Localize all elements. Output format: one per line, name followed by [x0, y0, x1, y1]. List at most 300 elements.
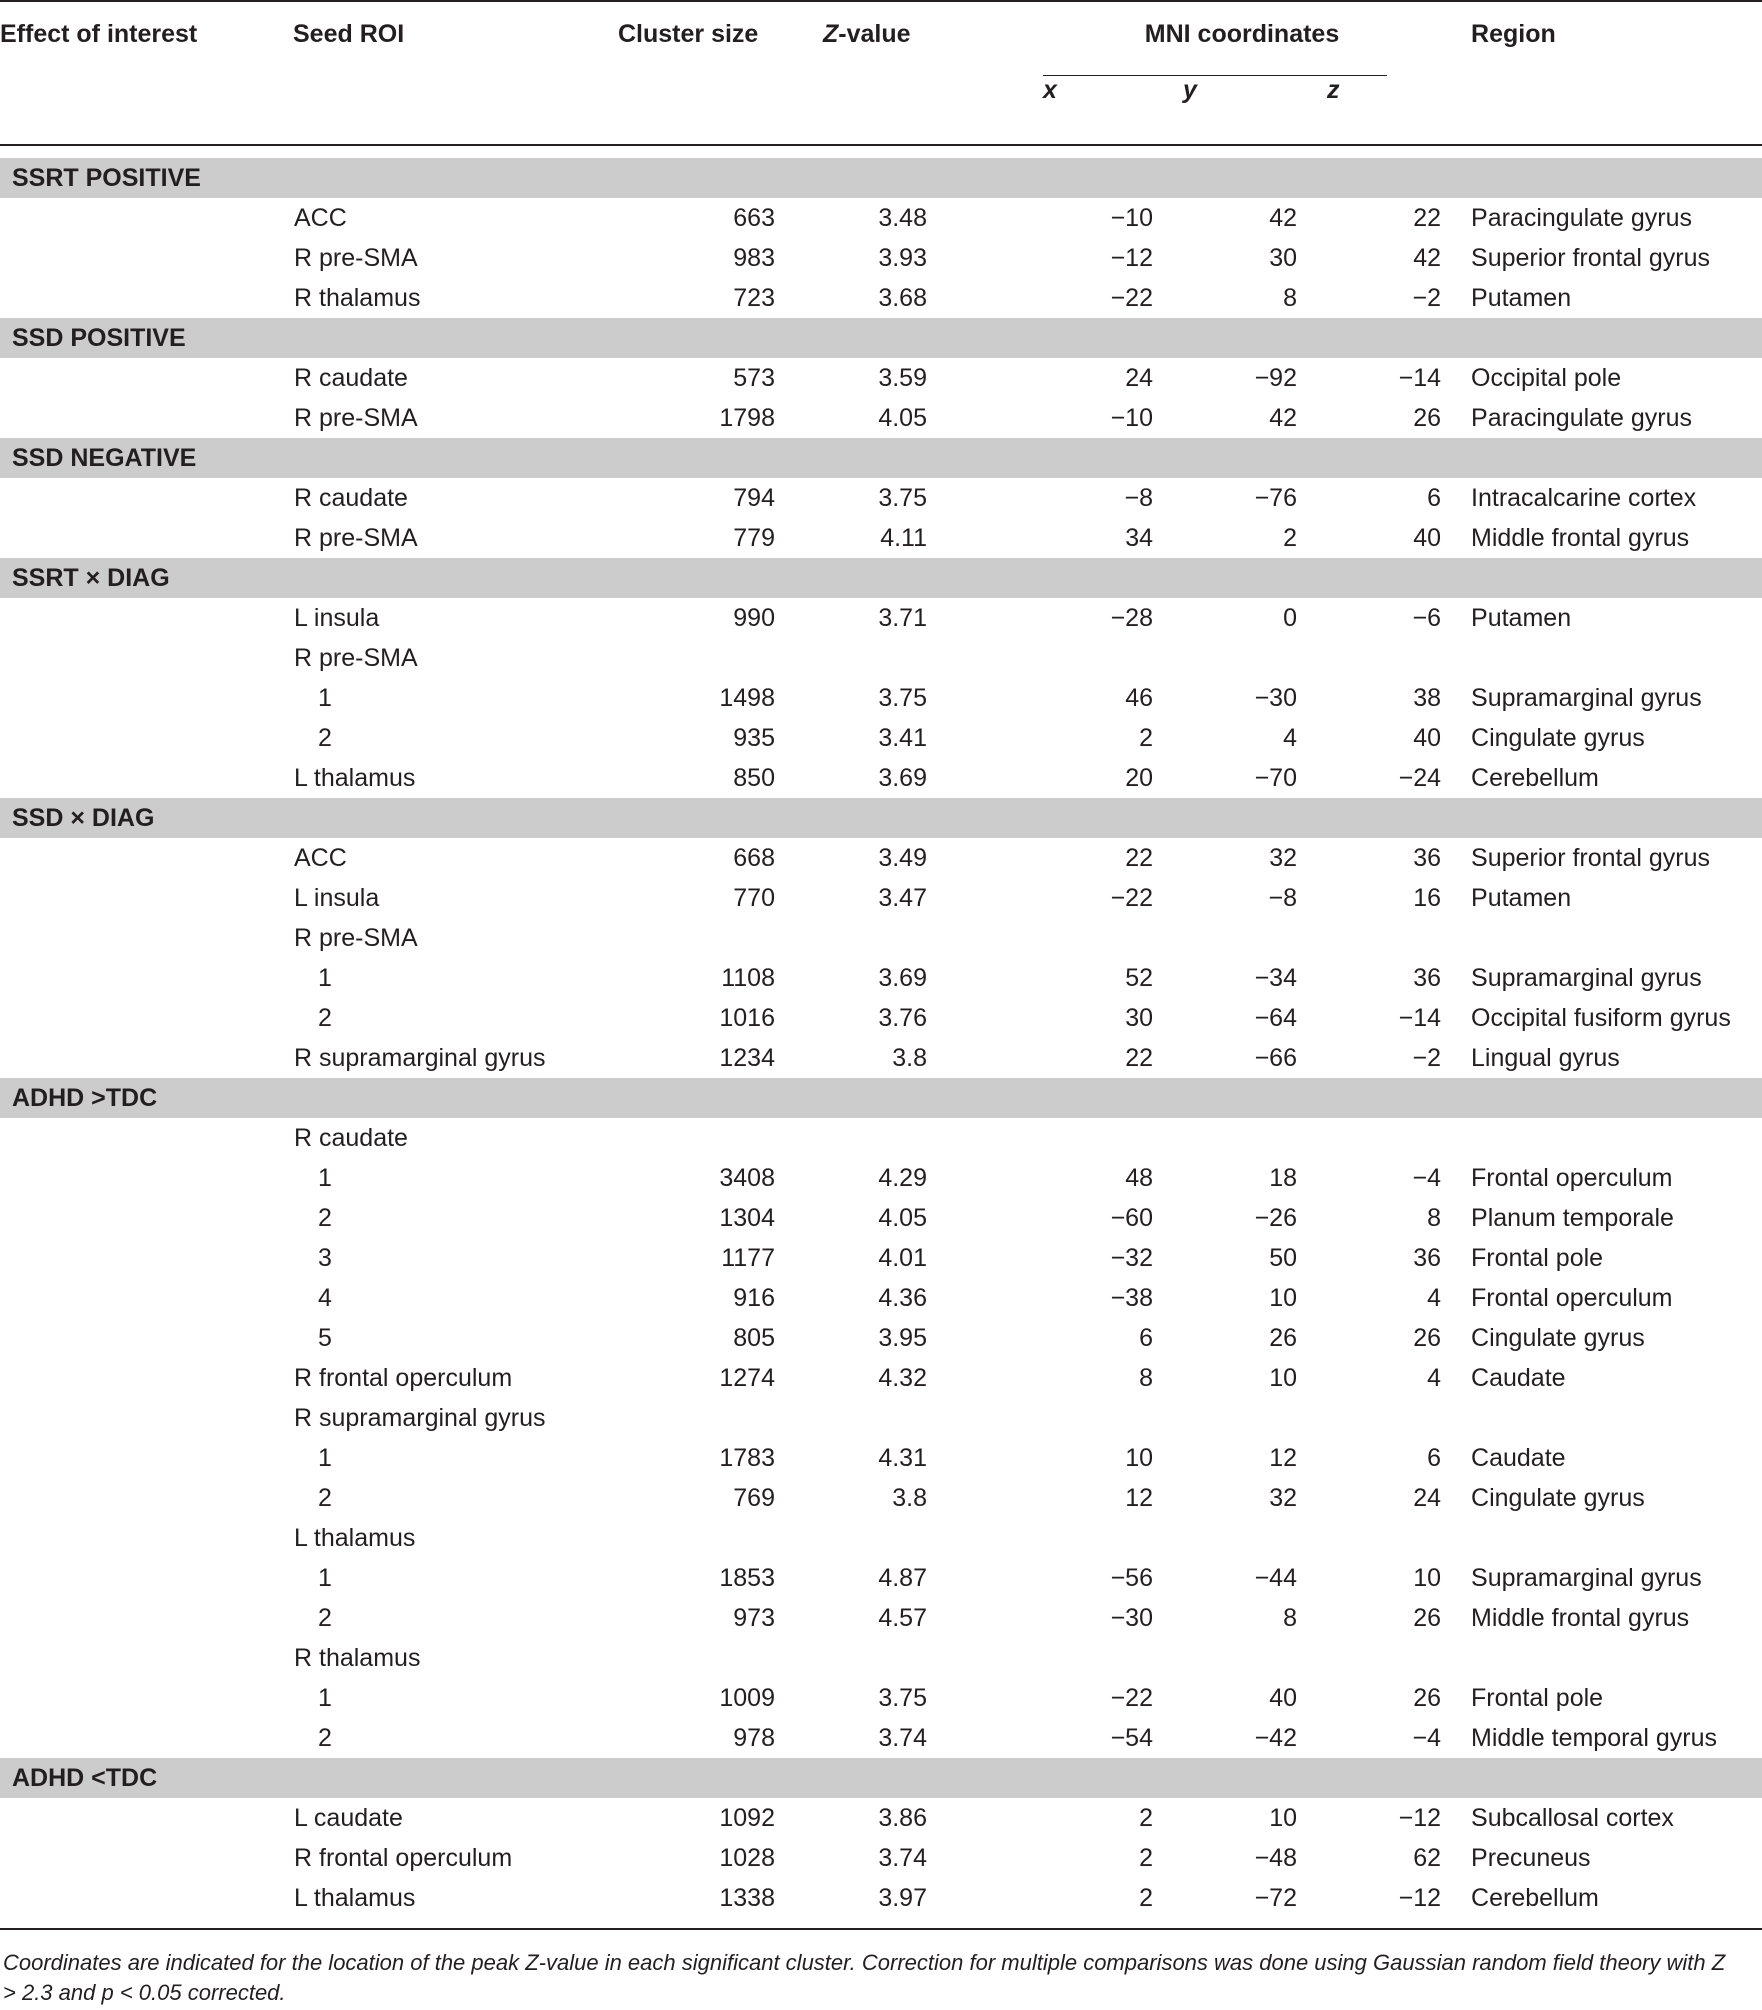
mni-z-cell: −2	[1412, 283, 1442, 312]
mni-y-cell: 26	[1269, 1323, 1297, 1352]
region-cell	[1471, 918, 1762, 958]
seed-cell: R pre-SMA	[294, 403, 418, 432]
table-row	[0, 918, 1762, 958]
mni-y-cell: −8	[1268, 883, 1297, 912]
mni-z-cell	[1327, 1518, 1471, 1558]
effect-cell	[0, 1158, 293, 1198]
region-cell	[1471, 1398, 1762, 1438]
cluster-size-cell: 1274	[719, 1363, 775, 1392]
mni-z-cell: 8	[1427, 1203, 1442, 1232]
table-row	[0, 1518, 1762, 1558]
region-cell: Occipital pole	[1471, 363, 1622, 392]
cluster-size-cell: 1304	[719, 1203, 775, 1232]
seed-cell: ACC	[294, 843, 347, 872]
table-row	[0, 1718, 1762, 1758]
header-zvalue-rest: -value	[838, 20, 911, 48]
cluster-size-cell: 1498	[719, 683, 775, 712]
seed-cell: L thalamus	[294, 1523, 416, 1552]
z-value-cell: 3.95	[878, 1323, 927, 1352]
mni-z-cell: 40	[1413, 723, 1442, 752]
table-row	[0, 998, 1762, 1038]
seed-cell: R pre-SMA	[294, 523, 418, 552]
mni-y-cell: −42	[1254, 1723, 1297, 1752]
region-cell: Putamen	[1471, 883, 1572, 912]
cluster-size-cell	[618, 1398, 823, 1438]
mni-z-cell: 16	[1413, 883, 1442, 912]
seed-cell: R pre-SMA	[294, 243, 418, 272]
effect-cell	[0, 1878, 293, 1918]
mni-y-cell	[1183, 918, 1327, 958]
cluster-size-cell: 1234	[719, 1043, 775, 1072]
table-row	[0, 758, 1762, 798]
mni-z-cell: 6	[1427, 483, 1442, 512]
effect-cell	[0, 1838, 293, 1878]
mni-y-cell: −64	[1254, 1003, 1297, 1032]
z-value-cell: 3.97	[878, 1883, 927, 1912]
mni-y-cell: 18	[1269, 1163, 1297, 1192]
cluster-size-cell: 805	[733, 1323, 775, 1352]
z-value-cell	[823, 638, 1043, 678]
z-value-cell: 4.32	[878, 1363, 927, 1392]
mni-y-cell: −34	[1254, 963, 1297, 992]
table-row	[0, 838, 1762, 878]
cluster-size-cell: 935	[733, 723, 775, 752]
table-row	[0, 1678, 1762, 1718]
table-row	[0, 1198, 1762, 1238]
z-value-cell: 3.48	[878, 203, 927, 232]
group-header-row	[0, 1758, 1762, 1798]
seed-cell: 2	[318, 723, 332, 752]
cluster-size-cell: 663	[733, 203, 775, 232]
mni-z-cell: −12	[1398, 1803, 1442, 1832]
mni-z-cell: 26	[1413, 403, 1442, 432]
mni-y-cell: −48	[1254, 1843, 1297, 1872]
effect-cell	[0, 1318, 293, 1358]
effect-cell	[0, 918, 293, 958]
z-value-cell: 3.93	[878, 243, 927, 272]
mni-z-cell: 4	[1427, 1363, 1442, 1392]
mni-x-cell: −60	[1110, 1203, 1153, 1232]
effect-cell	[0, 1478, 293, 1518]
table-row	[0, 1478, 1762, 1518]
seed-cell: L insula	[294, 603, 380, 632]
effect-cell	[0, 238, 293, 278]
mni-x-cell: −56	[1110, 1563, 1153, 1592]
region-cell: Supramarginal gyrus	[1471, 683, 1702, 712]
z-value-cell: 4.36	[878, 1283, 927, 1312]
region-cell: Cerebellum	[1471, 763, 1599, 792]
effect-cell	[0, 718, 293, 758]
mni-x-cell: −32	[1110, 1243, 1153, 1272]
region-cell: Superior frontal gyrus	[1471, 243, 1711, 272]
region-cell: Lingual gyrus	[1471, 1043, 1620, 1072]
cluster-size-cell: 990	[733, 603, 775, 632]
mni-y-cell: 2	[1283, 523, 1297, 552]
mni-x-cell	[1043, 1118, 1183, 1158]
mni-z-cell: 62	[1413, 1843, 1442, 1872]
effect-cell	[0, 278, 293, 318]
mni-x-cell: −54	[1110, 1723, 1153, 1752]
region-cell: Frontal pole	[1471, 1683, 1604, 1712]
mni-y-cell: −26	[1254, 1203, 1297, 1232]
region-cell: Cingulate gyrus	[1471, 723, 1645, 752]
z-value-cell: 3.69	[878, 763, 927, 792]
header-x: x	[1043, 76, 1057, 104]
header-zvalue-italic: Z	[823, 20, 839, 48]
cluster-size-cell	[618, 1638, 823, 1678]
region-cell: Paracingulate gyrus	[1471, 403, 1692, 432]
seed-cell: 5	[318, 1323, 332, 1352]
mni-x-cell: 34	[1125, 523, 1153, 552]
table-row	[0, 1038, 1762, 1078]
mni-x-cell: 46	[1125, 683, 1153, 712]
mni-z-cell: 42	[1413, 243, 1442, 272]
seed-cell: 1	[318, 963, 332, 992]
table-footnote: Coordinates are indicated for the location of the peak Z-value in each significant cluster. Correction for multiple comparisons was done using Gaussian random field theory with Z > 2.3 and p < 0.05 corrected.	[3, 1950, 1726, 2005]
table-row	[0, 1878, 1762, 1918]
header-cluster: Cluster size	[618, 20, 759, 48]
cluster-size-cell	[618, 638, 823, 678]
mni-x-cell: 22	[1125, 1043, 1153, 1072]
mni-z-cell: −4	[1412, 1163, 1442, 1192]
z-value-cell	[823, 918, 1043, 958]
header-effect: Effect of interest	[0, 20, 198, 48]
z-value-cell: 4.29	[878, 1163, 927, 1192]
group-label: SSD POSITIVE	[0, 318, 1762, 358]
region-cell	[1471, 1118, 1762, 1158]
table-row	[0, 278, 1762, 318]
cluster-size-cell	[618, 1118, 823, 1158]
seed-cell: R supramarginal gyrus	[294, 1403, 546, 1432]
mni-y-cell: 32	[1269, 843, 1297, 872]
effect-cell	[0, 998, 293, 1038]
mni-y-cell: 12	[1269, 1443, 1297, 1472]
header-z: z	[1327, 76, 1340, 104]
mni-y-cell: 10	[1269, 1803, 1297, 1832]
group-header-row	[0, 1078, 1762, 1118]
seed-cell: ACC	[294, 203, 347, 232]
seed-cell: R frontal operculum	[294, 1363, 513, 1392]
z-value-cell: 3.76	[878, 1003, 927, 1032]
cluster-size-cell: 1009	[719, 1683, 775, 1712]
mni-y-cell: −44	[1254, 1563, 1297, 1592]
mni-z-cell: −2	[1412, 1043, 1442, 1072]
mni-x-cell: −12	[1110, 243, 1153, 272]
mni-y-cell: 42	[1269, 403, 1297, 432]
region-cell: Planum temporale	[1471, 1203, 1674, 1232]
region-cell: Supramarginal gyrus	[1471, 1563, 1702, 1592]
mni-y-cell: 10	[1269, 1283, 1297, 1312]
mni-x-cell	[1043, 638, 1183, 678]
table-row	[0, 1118, 1762, 1158]
region-cell: Putamen	[1471, 283, 1572, 312]
group-label: SSRT × DIAG	[0, 558, 1762, 598]
cluster-size-cell: 1783	[719, 1443, 775, 1472]
mni-x-cell: −30	[1110, 1603, 1153, 1632]
group-header-row	[0, 158, 1762, 198]
seed-cell: 2	[318, 1483, 332, 1512]
seed-cell: 2	[318, 1603, 332, 1632]
cluster-size-cell: 779	[733, 523, 775, 552]
z-value-cell: 4.05	[878, 403, 927, 432]
mni-x-cell: 10	[1125, 1443, 1153, 1472]
mni-x-cell: 24	[1125, 363, 1153, 392]
mni-y-cell: −76	[1254, 483, 1297, 512]
table-row	[0, 598, 1762, 638]
effect-cell	[0, 1718, 293, 1758]
table-row	[0, 1838, 1762, 1878]
cluster-size-cell: 983	[733, 243, 775, 272]
z-value-cell: 3.74	[878, 1843, 927, 1872]
seed-cell: R pre-SMA	[294, 643, 418, 672]
effect-cell	[0, 638, 293, 678]
effect-cell	[0, 518, 293, 558]
mni-x-cell: 2	[1139, 723, 1153, 752]
table-row	[0, 358, 1762, 398]
group-header-row	[0, 438, 1762, 478]
mni-y-cell: −66	[1254, 1043, 1297, 1072]
seed-cell: R thalamus	[294, 283, 421, 312]
cluster-size-cell: 1016	[719, 1003, 775, 1032]
seed-cell: 1	[318, 1443, 332, 1472]
mni-z-cell: 4	[1427, 1283, 1442, 1312]
mni-x-cell	[1043, 918, 1183, 958]
effect-cell	[0, 878, 293, 918]
z-value-cell: 3.8	[892, 1483, 927, 1512]
group-label: ADHD >TDC	[0, 1078, 1762, 1118]
mni-z-cell: −12	[1398, 1883, 1442, 1912]
mni-x-cell: −28	[1110, 603, 1153, 632]
effect-cell	[0, 598, 293, 638]
region-cell: Frontal operculum	[1471, 1283, 1673, 1312]
z-value-cell	[823, 1518, 1043, 1558]
table-row	[0, 238, 1762, 278]
seed-cell: 1	[318, 1683, 332, 1712]
seed-cell: 2	[318, 1003, 332, 1032]
effect-cell	[0, 198, 293, 238]
cluster-size-cell: 1798	[719, 403, 775, 432]
z-value-cell: 3.75	[878, 483, 927, 512]
mni-y-cell: 4	[1283, 723, 1297, 752]
mni-z-cell: 36	[1413, 963, 1442, 992]
mni-z-cell: 36	[1413, 843, 1442, 872]
table-row	[0, 718, 1762, 758]
z-value-cell	[823, 1638, 1043, 1678]
region-cell: Paracingulate gyrus	[1471, 203, 1692, 232]
z-value-cell: 3.74	[878, 1723, 927, 1752]
mni-y-cell	[1183, 1638, 1327, 1678]
seed-cell: L insula	[294, 883, 380, 912]
mni-y-cell: −70	[1254, 763, 1297, 792]
mni-z-cell: 22	[1413, 203, 1442, 232]
z-value-cell: 4.57	[878, 1603, 927, 1632]
mni-y-cell	[1183, 1398, 1327, 1438]
header-region: Region	[1471, 20, 1556, 48]
effect-cell	[0, 1798, 293, 1838]
seed-cell: R pre-SMA	[294, 923, 418, 952]
table-row	[0, 878, 1762, 918]
table-row	[0, 958, 1762, 998]
effect-cell	[0, 758, 293, 798]
z-value-cell: 3.69	[878, 963, 927, 992]
mni-y-cell	[1183, 1518, 1327, 1558]
cluster-size-cell: 723	[733, 283, 775, 312]
cluster-size-cell: 794	[733, 483, 775, 512]
region-cell: Middle frontal gyrus	[1471, 523, 1690, 552]
table-row	[0, 1358, 1762, 1398]
table-row	[0, 1558, 1762, 1598]
mni-z-cell: 26	[1413, 1603, 1442, 1632]
mni-y-cell: 42	[1269, 203, 1297, 232]
region-cell: Subcallosal cortex	[1471, 1803, 1674, 1832]
region-cell: Intracalcarine cortex	[1471, 483, 1697, 512]
effect-cell	[0, 398, 293, 438]
mni-x-cell: −10	[1110, 203, 1153, 232]
cluster-size-cell: 850	[733, 763, 775, 792]
cluster-size-cell: 978	[733, 1723, 775, 1752]
group-label: SSRT POSITIVE	[0, 158, 1762, 198]
mni-z-cell	[1327, 918, 1471, 958]
group-header-row	[0, 318, 1762, 358]
seed-cell: R caudate	[294, 1123, 408, 1152]
mni-z-cell	[1327, 1398, 1471, 1438]
z-value-cell: 4.11	[880, 523, 927, 552]
effect-cell	[0, 1198, 293, 1238]
seed-cell: 3	[318, 1243, 332, 1272]
mni-x-cell: 22	[1125, 843, 1153, 872]
region-cell: Putamen	[1471, 603, 1572, 632]
cluster-size-cell: 1092	[719, 1803, 775, 1832]
effect-cell	[0, 1438, 293, 1478]
seed-cell: L thalamus	[294, 763, 416, 792]
z-value-cell: 4.05	[878, 1203, 927, 1232]
region-cell: Frontal pole	[1471, 1243, 1604, 1272]
seed-cell: 1	[318, 1563, 332, 1592]
header-y: y	[1183, 76, 1197, 104]
effect-cell	[0, 1398, 293, 1438]
z-value-cell: 3.49	[878, 843, 927, 872]
z-value-cell: 3.41	[878, 723, 927, 752]
region-cell: Cingulate gyrus	[1471, 1323, 1645, 1352]
mni-z-cell: −6	[1412, 603, 1442, 632]
mni-z-cell: 6	[1427, 1443, 1442, 1472]
effect-cell	[0, 958, 293, 998]
mni-y-cell: 10	[1269, 1363, 1297, 1392]
mni-x-cell: −38	[1110, 1283, 1153, 1312]
mni-x-cell: 48	[1125, 1163, 1153, 1192]
seed-cell: 1	[318, 1163, 332, 1192]
mni-x-cell: 8	[1139, 1363, 1153, 1392]
seed-cell: R caudate	[294, 363, 408, 392]
effect-cell	[0, 358, 293, 398]
z-value-cell: 3.75	[878, 1683, 927, 1712]
mni-x-cell: 2	[1139, 1803, 1153, 1832]
region-cell: Frontal operculum	[1471, 1163, 1673, 1192]
mni-y-cell: 50	[1269, 1243, 1297, 1272]
mni-x-cell: 2	[1139, 1843, 1153, 1872]
table-header	[0, 2, 1762, 158]
effect-cell	[0, 1678, 293, 1718]
header-mni-label: MNI coordinates	[1144, 20, 1340, 48]
effect-cell	[0, 838, 293, 878]
effect-cell	[0, 1558, 293, 1598]
seed-cell: R caudate	[294, 483, 408, 512]
seed-cell: R supramarginal gyrus	[294, 1043, 546, 1072]
mni-y-cell	[1183, 638, 1327, 678]
region-cell: Middle frontal gyrus	[1471, 1603, 1690, 1632]
region-cell	[1471, 1518, 1762, 1558]
region-cell: Superior frontal gyrus	[1471, 843, 1711, 872]
group-header-row	[0, 558, 1762, 598]
results-table	[0, 2, 1762, 1918]
region-cell	[1471, 638, 1762, 678]
mni-z-cell: 24	[1413, 1483, 1442, 1512]
mni-x-cell	[1043, 1398, 1183, 1438]
mni-y-cell: 0	[1283, 603, 1297, 632]
z-value-cell: 4.01	[878, 1243, 927, 1272]
mni-x-cell: −22	[1110, 883, 1153, 912]
mni-z-cell: 10	[1413, 1563, 1442, 1592]
mni-x-cell: 30	[1125, 1003, 1153, 1032]
cluster-size-cell: 668	[733, 843, 775, 872]
mni-x-cell: 52	[1125, 963, 1153, 992]
mni-z-cell	[1327, 638, 1471, 678]
mni-z-cell	[1327, 1638, 1471, 1678]
cluster-size-cell	[618, 918, 823, 958]
mni-z-cell: 26	[1413, 1323, 1442, 1352]
mni-x-cell: 20	[1125, 763, 1153, 792]
effect-cell	[0, 678, 293, 718]
cluster-size-cell	[618, 1518, 823, 1558]
table-row	[0, 678, 1762, 718]
mni-z-cell: −4	[1412, 1723, 1442, 1752]
mni-y-cell: 30	[1269, 243, 1297, 272]
cluster-size-cell: 973	[733, 1603, 775, 1632]
group-label: SSD × DIAG	[0, 798, 1762, 838]
table-body	[0, 158, 1762, 1918]
header-seed: Seed ROI	[293, 20, 405, 48]
mni-y-cell: −30	[1254, 683, 1297, 712]
mni-y-cell: 8	[1283, 1603, 1297, 1632]
mni-z-cell: 26	[1413, 1683, 1442, 1712]
region-cell: Cerebellum	[1471, 1883, 1599, 1912]
cluster-size-cell: 3408	[719, 1163, 775, 1192]
mni-x-cell: −22	[1110, 283, 1153, 312]
effect-cell	[0, 1278, 293, 1318]
cluster-size-cell: 769	[733, 1483, 775, 1512]
mni-x-cell: 6	[1139, 1323, 1153, 1352]
mni-z-cell: −14	[1398, 1003, 1442, 1032]
z-value-cell: 3.59	[878, 363, 927, 392]
z-value-cell: 3.8	[892, 1043, 927, 1072]
table-row	[0, 478, 1762, 518]
table-row	[0, 1278, 1762, 1318]
mni-z-cell	[1327, 1118, 1471, 1158]
mni-x-cell: −8	[1124, 483, 1153, 512]
effect-cell	[0, 1038, 293, 1078]
z-value-cell: 3.68	[878, 283, 927, 312]
seed-cell: L thalamus	[294, 1883, 416, 1912]
effect-cell	[0, 1638, 293, 1678]
region-cell: Supramarginal gyrus	[1471, 963, 1702, 992]
table-row	[0, 1798, 1762, 1838]
header-zvalue	[823, 2, 1043, 76]
mni-z-cell: −14	[1398, 363, 1442, 392]
region-cell: Caudate	[1471, 1363, 1566, 1392]
mni-y-cell: 8	[1283, 283, 1297, 312]
table-row	[0, 1438, 1762, 1478]
z-value-cell: 4.87	[878, 1563, 927, 1592]
